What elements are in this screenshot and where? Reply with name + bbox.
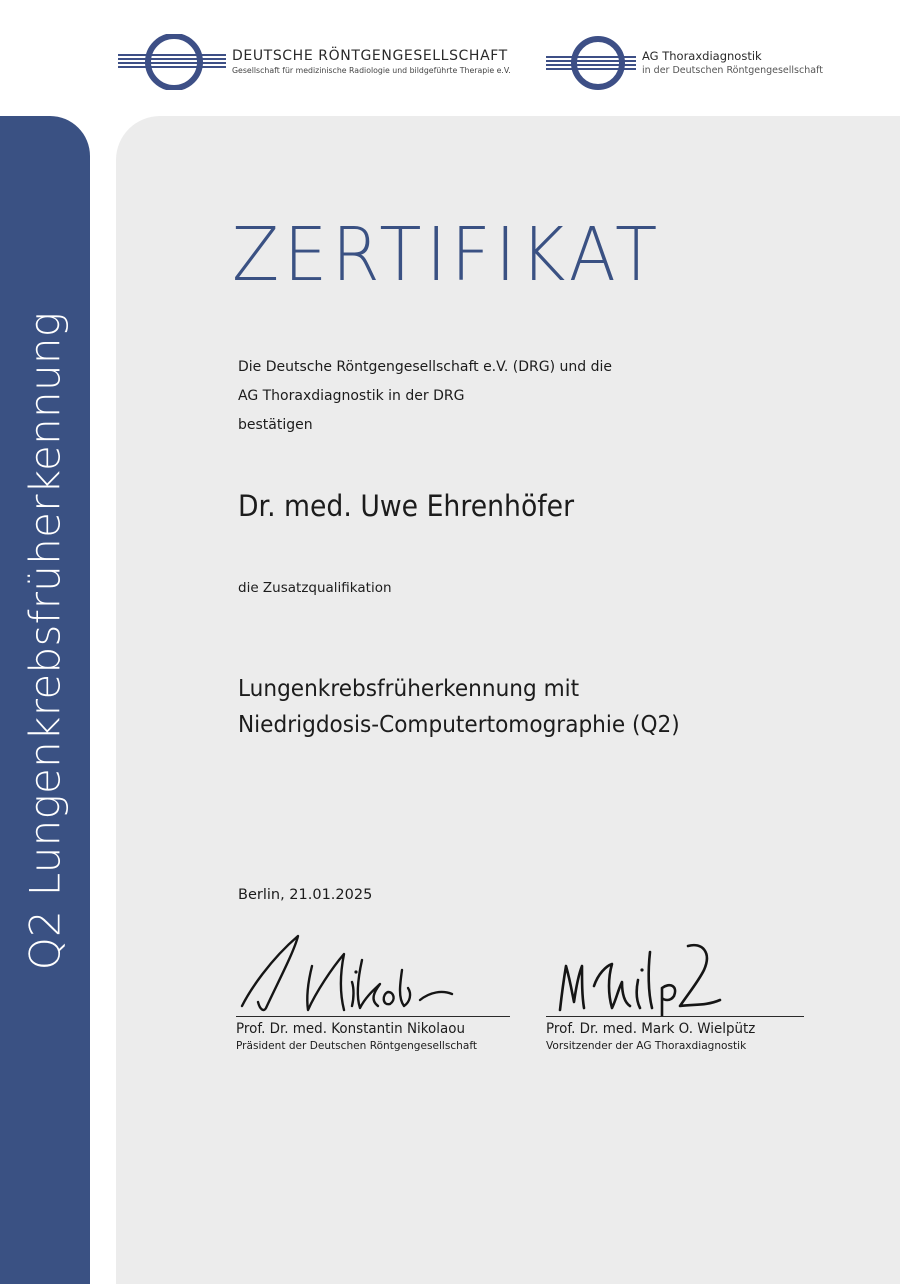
signer-name: Prof. Dr. med. Mark O. Wielpütz	[546, 1021, 756, 1037]
header	[0, 0, 900, 110]
signature-block-president	[236, 930, 510, 1053]
drg-name: DEUTSCHE RÖNTGENGESELLSCHAFT	[232, 48, 508, 64]
drg-logo-icon	[118, 34, 226, 90]
intro-line: Die Deutsche Röntgengesellschaft e.V. (DRG) und die	[238, 359, 613, 375]
handwritten-signature	[546, 930, 804, 1016]
certificate-title: ZERTIFIKAT	[232, 212, 662, 298]
intro-text	[238, 353, 612, 440]
ag-thorax-logo	[546, 36, 823, 90]
qualification-line: Lungenkrebsfrüherkennung mit	[238, 676, 580, 702]
signature-block-chair	[546, 930, 804, 1053]
handwritten-signature	[236, 930, 510, 1016]
recipient-name: Dr. med. Uwe Ehrenhöfer	[238, 489, 575, 523]
side-band-text: Q2 Lungenkrebsfrüherkennung	[20, 311, 70, 971]
ag-thorax-logo-icon	[546, 36, 636, 90]
qualification-title	[238, 671, 680, 743]
place-date: Berlin, 21.01.2025	[238, 887, 373, 903]
drg-logo	[118, 34, 511, 90]
intro-line: bestätigen	[238, 417, 313, 433]
signature-line	[236, 1016, 510, 1017]
signature-line	[546, 1016, 804, 1017]
ag-name: AG Thoraxdiagnostik	[642, 49, 762, 63]
qualification-label: die Zusatzqualifikation	[238, 580, 392, 596]
drg-subtitle: Gesellschaft für medizinische Radiologie und bildgeführte Therapie e.V.	[232, 66, 511, 75]
qualification-line: Niedrigdosis-Computertomographie (Q2)	[238, 712, 680, 738]
ag-subtitle: in der Deutschen Röntgengesellschaft	[642, 65, 823, 76]
signer-role: Präsident der Deutschen Röntgengesellschaft	[236, 1039, 477, 1052]
signer-role: Vorsitzender der AG Thoraxdiagnostik	[546, 1039, 747, 1052]
intro-line: AG Thoraxdiagnostik in der DRG	[238, 388, 465, 404]
signer-name: Prof. Dr. med. Konstantin Nikolaou	[236, 1021, 465, 1037]
